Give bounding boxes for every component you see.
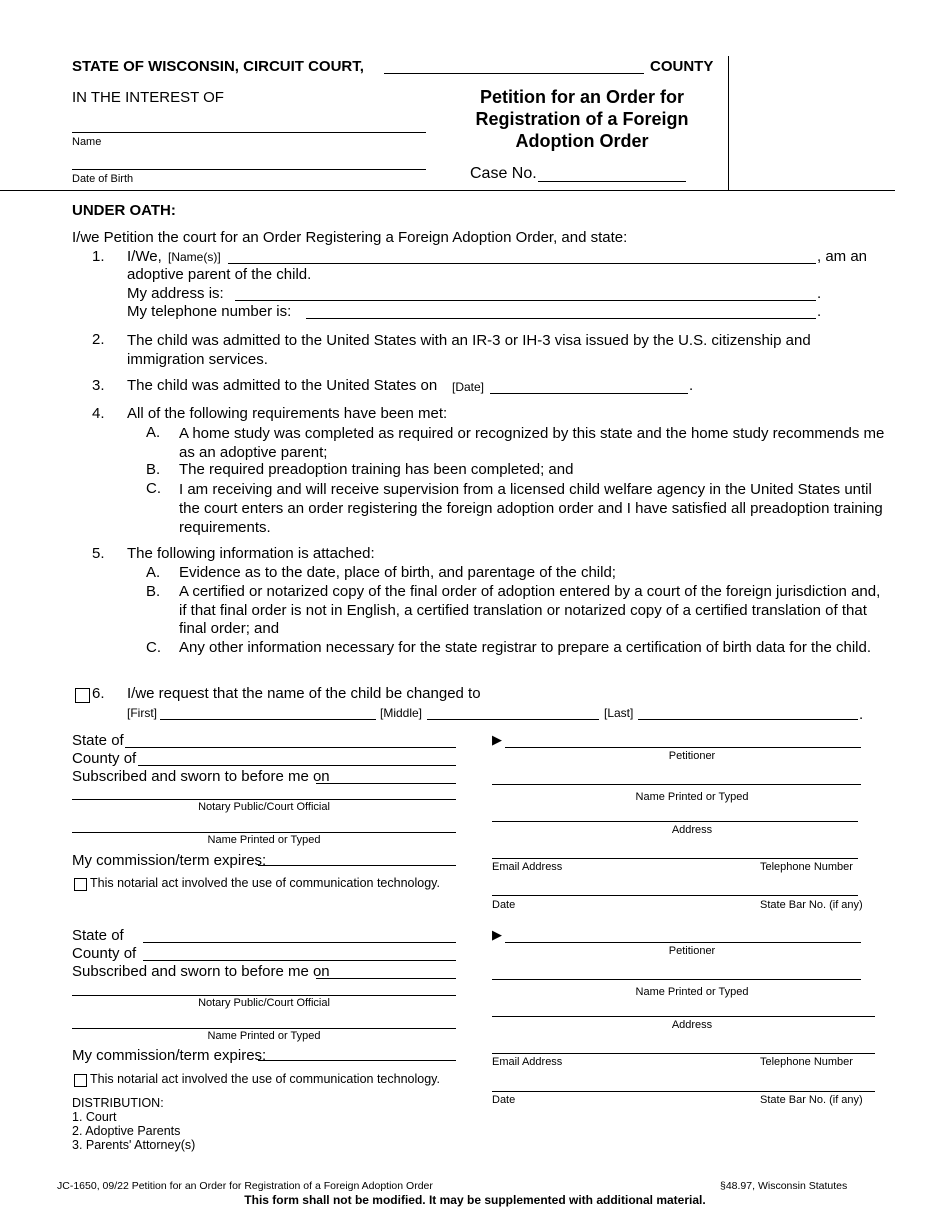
item-5a-letter: A.: [146, 564, 161, 581]
telephone-field[interactable]: [306, 302, 816, 319]
child-name-field[interactable]: [72, 116, 426, 133]
petitioner-1-label: Petitioner: [668, 750, 716, 762]
notary-1-sworn-date-field[interactable]: [316, 767, 456, 784]
footer-form-id: JC-1650, 09/22 Petition for an Order for Registration of a Foreign Adoption Order: [57, 1180, 433, 1192]
item-3-text: The child was admitted to the United States on: [127, 377, 438, 394]
item-6-number: 6.: [92, 685, 105, 702]
distribution-item: 3. Parents' Attorney(s): [72, 1138, 196, 1152]
item-4c-letter: C.: [146, 480, 161, 497]
notary-1-state-label: State of: [72, 732, 124, 749]
petitioner-2-email-phone-field[interactable]: [492, 1039, 875, 1054]
distribution-item: 1. Court: [72, 1110, 117, 1124]
address-label: My address is:: [127, 285, 224, 302]
item-4b-letter: B.: [146, 461, 161, 478]
notary-2-name-label: Name Printed or Typed: [207, 1030, 321, 1042]
item-5c-text: Any other information necessary for the state registrar to prepare a certification of birth data for the child.: [179, 639, 872, 656]
first-name-hint: [First]: [127, 706, 157, 720]
court-heading: STATE OF WISCONSIN, CIRCUIT COURT,: [72, 58, 364, 75]
notary-2-county-label: County of: [72, 945, 137, 962]
notary-2-signature-field[interactable]: [72, 981, 456, 996]
item-3-date-hint: [Date]: [452, 380, 485, 394]
item-5-text: The following information is attached:: [127, 545, 375, 562]
petitioner-2-name-label: Name Printed or Typed: [635, 986, 749, 998]
intro-text: I/we Petition the court for an Order Registering a Foreign Adoption Order, and state:: [72, 229, 628, 246]
item-5b-text: A certified or notarized copy of the final order of adoption entered by a court of the foreign jurisdiction and, if that final order is not in English, a certified translation or notarized copy of a certified translation of that final order; and: [179, 583, 881, 637]
petitioner-1-email-phone-field[interactable]: [492, 844, 858, 859]
item-1-iwe: I/We,: [127, 248, 162, 265]
petitioner-2-name-field[interactable]: [492, 965, 861, 980]
notary-2-commission-label: My commission/term expires:: [72, 1047, 267, 1064]
item-2-number: 2.: [92, 331, 105, 348]
petitioner-1-address-label: Address: [671, 824, 713, 836]
petitioner-1-email-label: Email Address: [492, 861, 563, 873]
petitioner-2-telephone-label: Telephone Number: [760, 1056, 853, 1068]
notary-1-commission-field[interactable]: [258, 851, 456, 866]
item-1-am-an: , am an: [817, 248, 868, 265]
notary-2-name-field[interactable]: [72, 1014, 456, 1029]
middle-name-hint: [Middle]: [380, 706, 423, 720]
item-3-number: 3.: [92, 377, 105, 394]
petitioner-2-address-label: Address: [671, 1019, 713, 1031]
petitioner-1-address-field[interactable]: [492, 807, 858, 822]
petitioner-1-date-bar-field[interactable]: [492, 881, 858, 896]
notary-1-official-label: Notary Public/Court Official: [198, 801, 330, 813]
item-5c-letter: C.: [146, 639, 161, 656]
telephone-label: My telephone number is:: [127, 303, 292, 320]
child-dob-field[interactable]: [72, 153, 426, 170]
name-label: Name: [72, 136, 102, 148]
notary-1-subscribed-label: Subscribed and sworn to before me on: [72, 768, 330, 785]
notary-1-signature-field[interactable]: [72, 785, 456, 800]
county-label: COUNTY: [650, 58, 714, 75]
item-5a-text: Evidence as to the date, place of birth, and parentage of the child;: [179, 564, 616, 581]
footer-notice: This form shall not be modified. It may be supplemented with additional material.: [244, 1193, 706, 1207]
petitioner-1-date-label: Date: [492, 899, 516, 911]
petitioner-2-email-label: Email Address: [492, 1056, 563, 1068]
notary-2-county-field[interactable]: [143, 944, 456, 961]
notary-2-subscribed-label: Subscribed and sworn to before me on: [72, 963, 330, 980]
header-divider-vertical: [728, 56, 729, 190]
petitioner-1-telephone-label: Telephone Number: [760, 861, 853, 873]
distribution-item: 2. Adoptive Parents: [72, 1124, 181, 1138]
interest-label: IN THE INTEREST OF: [72, 89, 224, 106]
petitioner-1-signature-field[interactable]: [505, 731, 861, 748]
item-6-text: I/we request that the name of the child be changed to: [127, 685, 481, 702]
address-field[interactable]: [235, 284, 816, 301]
last-name-hint: [Last]: [604, 706, 634, 720]
new-middle-name-field[interactable]: [427, 705, 599, 720]
petitioner-2-label: Petitioner: [668, 945, 716, 957]
item-4a-letter: A.: [146, 424, 161, 441]
under-oath-heading: UNDER OATH:: [72, 202, 176, 219]
petitioner-2-bar-no-label: State Bar No. (if any): [760, 1094, 863, 1106]
notary-1-county-field[interactable]: [138, 749, 456, 766]
dob-label: Date of Birth: [72, 173, 134, 185]
new-last-name-field[interactable]: [638, 705, 858, 720]
notary-2-state-label: State of: [72, 927, 124, 944]
item-4-number: 4.: [92, 405, 105, 422]
item-1-continuation: adoptive parent of the child.: [127, 266, 312, 283]
petitioner-1-bar-no-label: State Bar No. (if any): [760, 899, 863, 911]
item-2-text: The child was admitted to the United States with an IR-3 or IH-3 visa issued by the U.S. citizenship and immigration services.: [127, 332, 811, 368]
name-change-checkbox[interactable]: [75, 688, 90, 703]
petitioner-2-date-label: Date: [492, 1094, 516, 1106]
petitioner-2-date-bar-field[interactable]: [492, 1077, 875, 1092]
item-1-names-hint: [Name(s)]: [168, 250, 221, 264]
petitioner-names-field[interactable]: [228, 247, 816, 264]
item-4-text: All of the following requirements have been met:: [127, 405, 448, 422]
petitioner-2-address-field[interactable]: [492, 1002, 875, 1017]
notary-2-state-field[interactable]: [143, 926, 456, 943]
notary-1-name-label: Name Printed or Typed: [207, 834, 321, 846]
notary-1-comm-tech-checkbox[interactable]: [74, 878, 87, 891]
new-first-name-field[interactable]: [160, 705, 376, 720]
petitioner-1-name-field[interactable]: [492, 770, 861, 785]
petitioner-1-name-label: Name Printed or Typed: [635, 791, 749, 803]
notary-1-comm-tech-label: This notarial act involved the use of communication technology.: [90, 876, 440, 890]
header-divider-horizontal: [0, 190, 895, 191]
notary-1-name-field[interactable]: [72, 818, 456, 833]
form-title: Petition for an Order for Registration of a Foreign Adoption Order: [475, 87, 689, 151]
distribution-title: DISTRIBUTION:: [72, 1096, 164, 1110]
item-5b-letter: B.: [146, 583, 161, 600]
petitioner-2-arrow-icon: ▶: [492, 927, 502, 942]
item-4b-text: The required preadoption training has been completed; and: [179, 461, 574, 478]
item-1-number: 1.: [92, 248, 105, 265]
notary-1-state-field[interactable]: [125, 731, 456, 748]
notary-2-official-label: Notary Public/Court Official: [198, 997, 330, 1009]
notary-1-commission-label: My commission/term expires:: [72, 852, 267, 869]
admission-date-field[interactable]: [490, 377, 688, 394]
county-name-field[interactable]: [384, 57, 644, 74]
item-4c-text: I am receiving and will receive supervision from a licensed child welfare agency in the United States until the court enters an order registering the foreign adoption order and I have satisfied all preadoption training requirements.: [179, 481, 883, 536]
notary-2-commission-field[interactable]: [258, 1046, 456, 1061]
case-no-label: Case No.: [470, 165, 537, 182]
footer-statute: §48.97, Wisconsin Statutes: [720, 1180, 848, 1192]
notary-2-comm-tech-checkbox[interactable]: [74, 1074, 87, 1087]
item-5-number: 5.: [92, 545, 105, 562]
petitioner-2-signature-field[interactable]: [505, 926, 861, 943]
notary-2-sworn-date-field[interactable]: [316, 962, 456, 979]
item-4a-text: A home study was completed as required or recognized by this state and the home study recommends me as an adoptive parent;: [179, 425, 885, 461]
notary-1-county-label: County of: [72, 750, 137, 767]
petitioner-1-arrow-icon: ▶: [492, 732, 502, 747]
case-no-field[interactable]: [538, 165, 686, 182]
notary-2-comm-tech-label: This notarial act involved the use of communication technology.: [90, 1072, 440, 1086]
